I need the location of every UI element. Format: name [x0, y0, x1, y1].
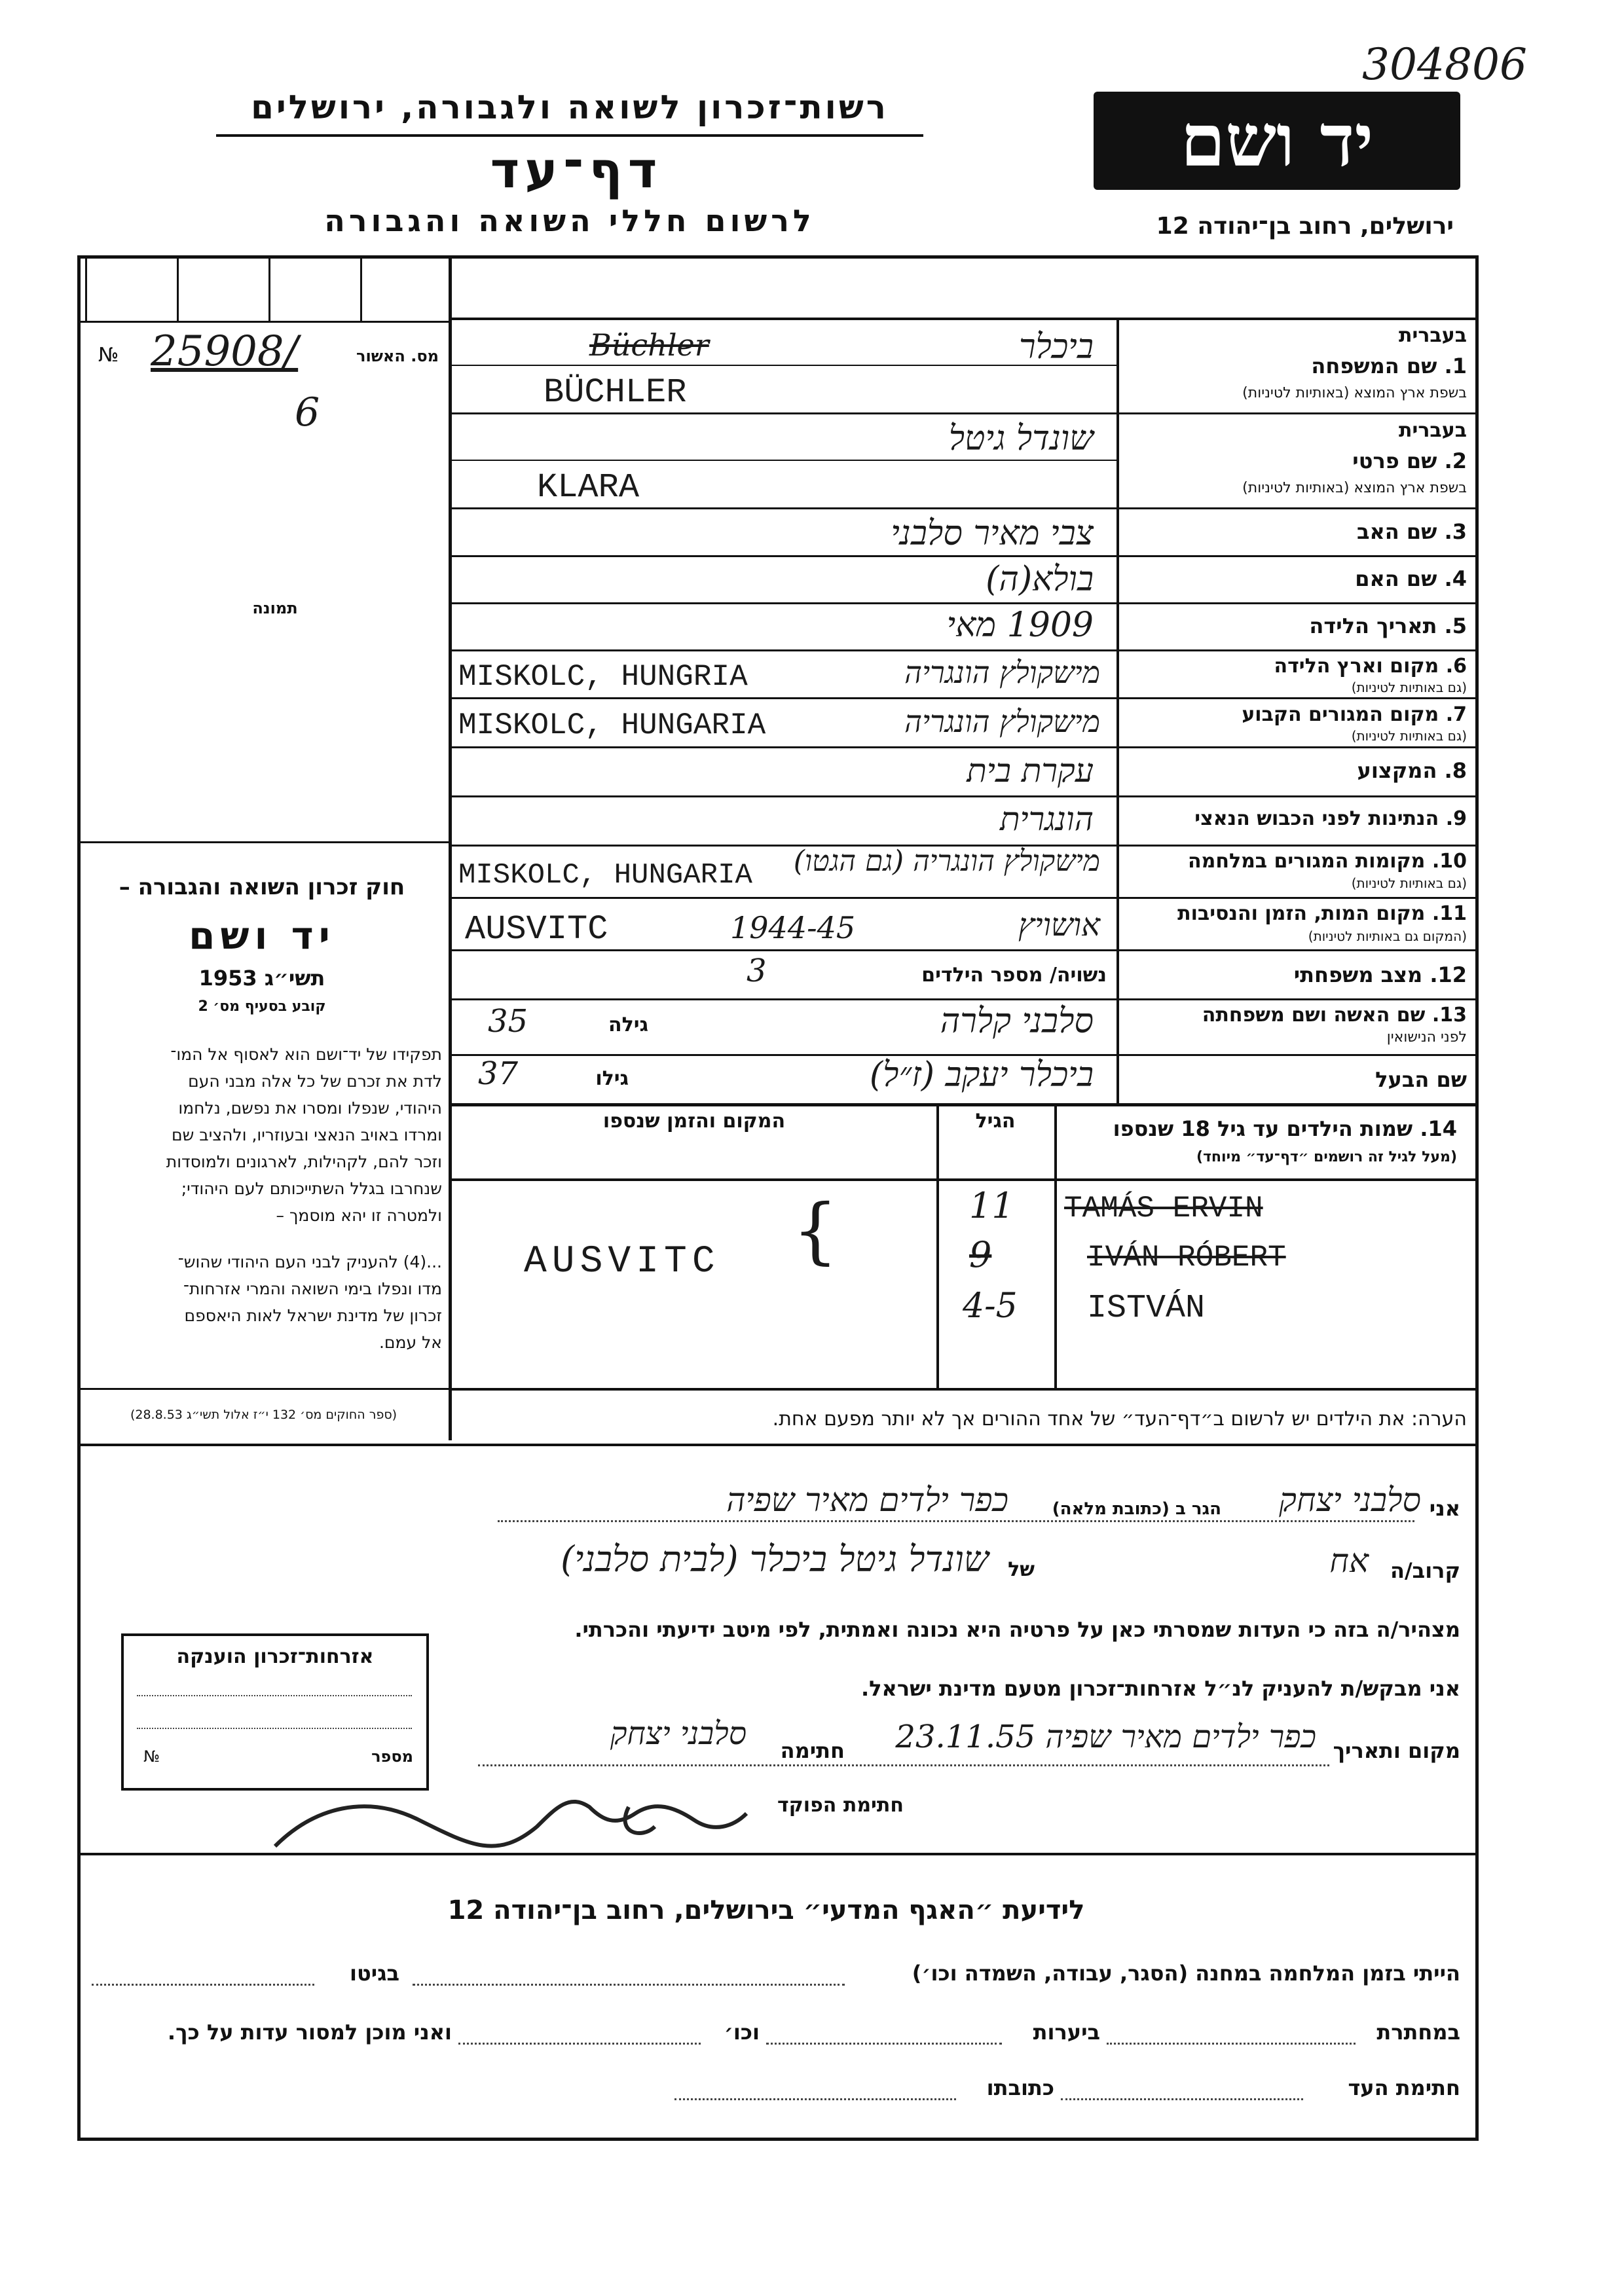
field-12-marital-label: נשויה/ מספר הילדים	[921, 964, 1107, 987]
law-title: חוק זכרון השואה והגבורה –	[119, 874, 405, 900]
field-7-sub: (גם באותיות לטיניות)	[1351, 728, 1467, 744]
field-13-age: 35	[488, 1003, 528, 1040]
law-name: יד ושם	[189, 913, 335, 958]
field-13-label: 13. שם האשה ושם משפחתה	[1202, 1004, 1467, 1027]
signature-label: חתימה	[780, 1738, 845, 1763]
citizenship-request: אני מבקש/ת להעניק לנ״ל אזרחות־זכרון מטעם מדינת ישראל.	[861, 1676, 1460, 1701]
law-section: קובע בסעיף מס׳ 2	[198, 998, 326, 1015]
form-title: דף־עד	[490, 141, 663, 199]
field-5-label: 5. תאריך הלידה	[1309, 613, 1467, 638]
form-subtitle: לרשום חללי השואה והגבורה	[324, 203, 815, 238]
field-1-value-latin: BÜCHLER	[544, 373, 687, 412]
citizenship-no-mark: №	[143, 1747, 160, 1766]
child-2-age: 9	[969, 1234, 992, 1275]
field-13-value: סלבני קלרה	[940, 1002, 1094, 1041]
field-2-value-latin: KLARA	[537, 468, 640, 507]
approval-number: 25908/	[151, 327, 299, 376]
declarant-signature: סלבני יצחק	[610, 1715, 747, 1752]
relation-value: אח	[1329, 1542, 1369, 1580]
field-4-label: 4. שם האם	[1355, 566, 1467, 591]
field-8-value: עקרת בית	[967, 752, 1094, 790]
field-3-value: צבי מאיר סלבני	[891, 514, 1094, 553]
child-3-age: 4-5	[963, 1286, 1018, 1326]
place-date-value: כפר ילדים מאיר שפיה 23.11.55	[895, 1719, 1316, 1755]
declarant-name: סלבני יצחק	[1279, 1481, 1421, 1519]
citizenship-number-label: מספר	[371, 1747, 413, 1766]
officer-signature-label: חתימת הפוקד	[777, 1794, 904, 1817]
footer-address-label: כתובתו	[986, 2075, 1054, 2100]
field-12-children-count: 3	[747, 953, 767, 989]
field-10-value-latin: MISKOLC, HUNGARIA	[458, 859, 752, 892]
sidebar-top-box	[79, 259, 449, 321]
field-7-value-latin: MISKOLC, HUNGARIA	[458, 708, 766, 742]
field-13-sub: לפני הנישואין	[1386, 1029, 1467, 1046]
field-4-value: בולא(ה)	[986, 560, 1094, 599]
address-label: הגר ב (כתובת מלאה)	[1052, 1499, 1221, 1519]
declaration-statement: מצהיר/ה בזה כי העדות שמסרתי כאן על פרטיה היא נכונה ואמתית, לפי מיטב ידיעתי והכרתי.	[574, 1617, 1460, 1642]
place-column-header: המקום והזמן שנספו	[602, 1110, 786, 1133]
child-1-age: 11	[969, 1185, 1014, 1226]
field-11-value-year: 1944-45	[730, 910, 856, 945]
footer-ghetto-label: בגיטו	[350, 1961, 399, 1986]
child-2-name: IVÁN RÓBERT	[1087, 1241, 1286, 1275]
child-1-name: TAMÁS ERVIN	[1064, 1192, 1263, 1226]
field-husband-age-label: גילו	[595, 1067, 629, 1090]
field-1-struck-value: Büchler	[589, 327, 709, 363]
footer-notice: לידיעת ״האגף המדעי״ בירושלים, רחוב בן־יהודה 12	[447, 1895, 1085, 1925]
reference-number: 304806	[1362, 39, 1527, 90]
field-1-value-hebrew: ביכלר	[1019, 327, 1094, 367]
relative-of-value: שונדל גיטל ביכלר (לבית סלבני)	[561, 1539, 989, 1580]
yad-vashem-logo	[1094, 92, 1460, 190]
approval-number-suffix: 6	[295, 390, 320, 435]
field-6-value-hebrew: מישקולץ הונגריה	[904, 655, 1100, 690]
field-husband-age: 37	[478, 1055, 519, 1092]
field-2-value-hebrew: שונדל גיטל	[948, 419, 1094, 458]
logo-text: יד ושם	[1180, 98, 1374, 183]
field-2-sub: בשפת ארץ המוצא (באותיות לטיניות)	[1242, 480, 1467, 496]
field-12-label: 12. מצב משפחתי	[1293, 962, 1467, 987]
child-3-name: ISTVÁN	[1087, 1290, 1206, 1327]
children-header-sub: (מעל לגיל זה רושמים ״דף־עד״ מיוחד)	[1196, 1149, 1457, 1165]
photo-label: תמונה	[252, 599, 298, 617]
footer-testimony-statement: ואני מוכן למסור עדות על כך.	[167, 2020, 452, 2045]
field-3-label: 3. שם האב	[1356, 519, 1467, 544]
field-6-label: 6. מקום וארץ הלידה	[1274, 655, 1467, 678]
field-6-sub: (גם באותיות לטיניות)	[1351, 680, 1467, 695]
field-7-label: 7. מקום המגורים הקבוע	[1242, 703, 1467, 726]
age-column-header: הגיל	[975, 1110, 1016, 1133]
field-13-age-label: גילה	[608, 1013, 648, 1036]
field-5-value: 1909 מאי	[946, 606, 1094, 645]
footer-etc-label: וכו׳	[724, 2020, 760, 2045]
field-10-sub: (גם באותיות לטיניות)	[1351, 875, 1467, 891]
field-9-value: הונגרית	[999, 800, 1094, 838]
field-9-label: 9. הנתינות לפני הכבוש הנאצי	[1194, 807, 1467, 830]
field-husband-value: ביכלר יעקב (ז״ל)	[869, 1055, 1094, 1095]
declaration-i-label: אני	[1429, 1496, 1460, 1521]
field-8-label: 8. המקצוע	[1357, 758, 1467, 783]
declarant-address: כפר ילדים מאיר שפיה	[726, 1481, 1008, 1519]
approval-number-label: מס. האשור	[356, 347, 439, 365]
field-11-value-hebrew: אושויץ	[1018, 907, 1100, 943]
footer-underground-label: במחתרת	[1376, 2020, 1460, 2045]
footer-forests-label: ביערות	[1033, 2020, 1100, 2045]
citizenship-box-title: אזרחות־זכרון הוענקה	[176, 1645, 374, 1668]
place-date-label: מקום ותאריך	[1333, 1738, 1460, 1763]
field-11-sub: (המקום גם באותיות לטיניות)	[1308, 928, 1467, 944]
field-11-value-latin: AUSVITC	[465, 910, 608, 949]
field-11-label: 11. מקום המות, הזמן והנסיבות	[1177, 902, 1467, 925]
relative-label: קרוב/ה	[1390, 1558, 1460, 1583]
citizenship-box	[121, 1633, 429, 1791]
of-label: של	[1008, 1558, 1035, 1581]
field-2-label: 2. שם פרטי	[1352, 448, 1467, 473]
field-2-top: בעברית	[1399, 419, 1467, 442]
organization-address: ירושלים, רחוב בן־יהודה 12	[1156, 213, 1454, 240]
children-place-bracket: {	[792, 1188, 838, 1272]
field-10-label: 10. מקומות המגורים במלחמה	[1188, 850, 1467, 873]
field-husband-label: שם הבעל	[1375, 1067, 1467, 1092]
field-1-label: 1. שם המשפחה	[1311, 354, 1467, 378]
no-mark: №	[98, 344, 119, 367]
law-text: תפקידו של יד־ושם הוא לאסוף אל המו־ לדת את זכרם של כל אלה מבני העם היהודי, שנפלו ומסרו את נפשם, נלחמו ומרדו באויב הנאצי ובעוזריו, ולהציב שם וזכר להם, לקהילות, לארגונים ולמוסדות שנחרבו בגלל השתייכותם לעם היהודי; ולמטרה זו יהא מוסמך – ...(4) להעניק לבני העם היהודי שהוש־ מדו ונפלו בימי השואה והמרי אזרחות־ זכרון של מדינת ישראל לאות היאספם אל עמם.	[166, 1045, 442, 1352]
children-note: הערה: את הילדים יש לרשום ב״דף־העד״ של אחד ההורים אך לא יותר מפעם אחת.	[772, 1408, 1467, 1430]
organization-name: רשות־זכרון לשואה ולגבורה, ירושלים	[251, 88, 889, 126]
law-source: (ספר החוקים מס׳ 132 י״ז אלול תשי״ג 28.8.53)	[130, 1408, 397, 1422]
law-year: תשי״ג 1953	[198, 966, 325, 991]
footer-camp-label: הייתי בזמן המלחמה במחנה (הסגר, עבודה, השמדה וכו׳)	[912, 1961, 1460, 1986]
field-1-top: בעברית	[1399, 324, 1467, 347]
children-place-value: AUSVITC	[524, 1241, 720, 1283]
field-10-value-hebrew: מישקולץ הונגריה (גם הגטו)	[793, 845, 1100, 878]
children-header: 14. שמות הילדים עד גיל 18 שנספו	[1113, 1116, 1457, 1141]
footer-witness-signature-label: חתימת העד	[1348, 2075, 1460, 2100]
field-1-sub: בשפת ארץ המוצא (באותיות לטיניות)	[1242, 385, 1467, 401]
field-7-value-hebrew: מישקולץ הונגריה	[904, 704, 1100, 739]
field-6-value-latin: MISKOLC, HUNGRIA	[458, 660, 748, 694]
